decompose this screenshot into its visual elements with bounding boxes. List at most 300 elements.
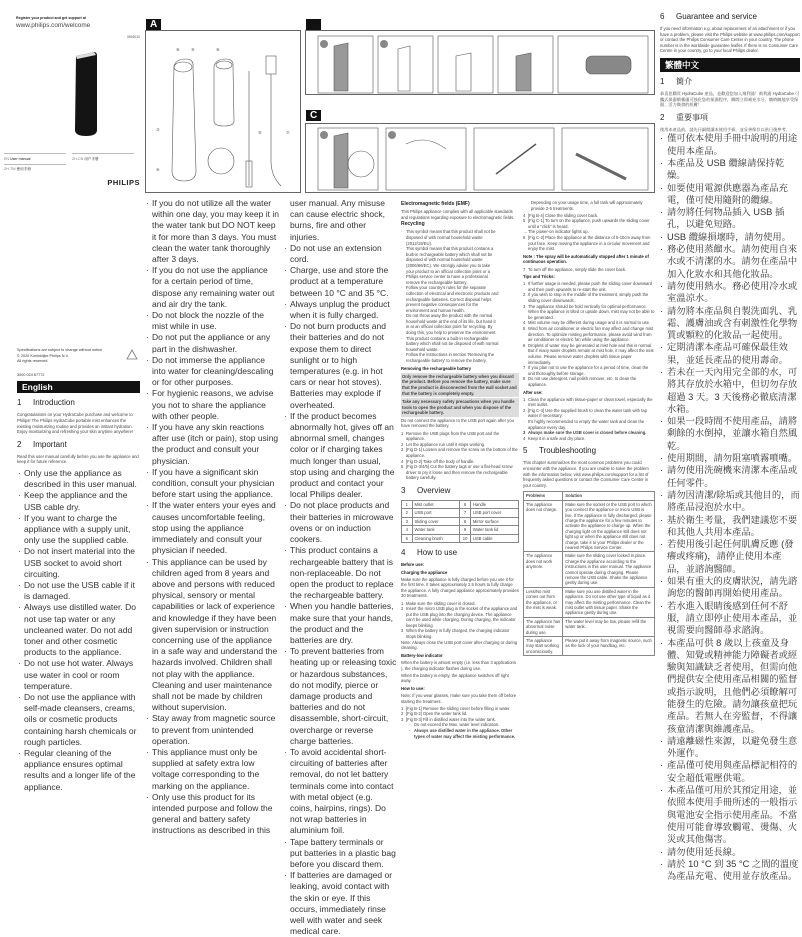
tips-list — [523, 281, 655, 387]
list-item — [660, 132, 800, 157]
philips-logo: PHILIPS — [107, 178, 140, 187]
section-number: 4 — [401, 547, 406, 557]
column-2 — [145, 198, 280, 837]
list-marker: 5 — [523, 218, 526, 224]
list-text: For hygienic reasons, we advise you not to share the appliance with other people. — [152, 388, 274, 421]
list-item — [17, 692, 140, 748]
list-text: Do not use hot water. Always use water in cool or room temperature. — [24, 658, 134, 691]
lang-code: ZH-CN — [72, 157, 84, 161]
list-item — [145, 500, 280, 556]
sub-item: · Do not exceed the Max. water level indication. — [409, 722, 500, 728]
list-text: 使用期間，請勿阻塞噴霧噴嘴。 — [667, 453, 798, 464]
list-text: Do not throw away the product with the normal household waste at the end of its life, but hand it in at an official collection point for recycling. By doing this, you help to preserve the environment. — [406, 313, 497, 336]
list-marker: 4 — [523, 435, 526, 441]
list-item — [660, 538, 800, 575]
list-marker: 6 — [523, 342, 526, 348]
battery-low-text: When the battery is empty, the appliance switches off right away. — [401, 672, 509, 684]
list-text: If you do not utilize all the water within one day, you may keep it in the water tank but DO NOT keep it for more than 3 days. You must clean the water tank thoroughly after 3 days. — [152, 198, 279, 265]
list-text: 定期清潔本產品可確保最佳效果，並延長產品的使用壽命。 — [667, 342, 788, 365]
recycling-title: Recycling — [401, 221, 425, 228]
list-text: 請勿使用洗碗機來清潔本產品或任何零件。 — [667, 465, 798, 488]
table-cell: 9 — [460, 526, 471, 534]
column-4 — [401, 200, 519, 739]
list-marker: 2 — [523, 407, 526, 413]
list-text: Do not burn products and their batteries and do not expose them to direct sunlight or to high temperatures (e.g. in hot cars or near hot stoves). Batteries may explode if overheated. — [290, 321, 386, 410]
section-heading — [17, 398, 140, 408]
list-item — [17, 468, 140, 490]
list-text: If you wish to stop in the middle of the treatment, simply push the sliding cover downwards. — [528, 292, 649, 303]
list-item — [145, 467, 280, 501]
important-text-zh: 使用本產品前，請先仔細閱讀本使用手冊，並妥善保存以供日後參考。 — [660, 126, 790, 132]
continued-text: user manual. Any misuse can cause electric shock, burns, fire and other injuries. — [290, 198, 385, 242]
specs-line: All rights reserved. — [17, 359, 49, 364]
removing-steps — [401, 431, 519, 481]
list-marker: 6 — [523, 235, 526, 241]
figure-c-label: C — [306, 110, 321, 121]
section-title: 重要事項 — [676, 112, 708, 122]
how-steps — [401, 706, 519, 723]
list-marker: 5 — [523, 325, 526, 331]
specs — [17, 348, 140, 378]
list-item — [523, 304, 655, 321]
list-text: [Fig B-2] Open the water tank lid. — [406, 711, 468, 717]
recycling-list — [401, 229, 519, 363]
section-number: 3 — [401, 485, 406, 495]
section-title: Overview — [417, 485, 451, 495]
intro-text-zh: 恭喜您購買 HydraCube 產品，並歡迎您加入飛利浦！飛利浦 HydraCube 可攜式保濕噴霧儀可強化您的保濕程序，瞬間立即補充水分。隨時隨地享受保濕、活力煥發的肌膚！ — [660, 90, 800, 108]
list-text: Clean the appliance with tissue-paper or clean towel, especially the mist outlet. — [528, 396, 653, 408]
charging-text: Make sure the appliance is fully charged before you use it for the first time. It takes approximately 2.5 hours to fully charge the appliance. A fully charged appliance approximately provides 30 treatments. — [401, 576, 519, 599]
list-text: Always make sure the USB cover is closed before cleaning. — [528, 430, 647, 436]
figure-c-illustration — [306, 124, 656, 194]
list-text: Do not use the USB cable if it is damaged. — [24, 579, 136, 602]
list-item — [283, 243, 397, 265]
svg-text:⑧: ⑧ — [176, 47, 180, 52]
list-item — [660, 243, 800, 280]
list-text: To avoid accidental short-circuiting of batteries after removal, do not let battery terminals come into contact with metal object (e.g. coins, hairpins, rings). Do not wrap batteries in aluminium foil. — [290, 746, 394, 836]
table-cell: Less/No mist comes out from the appliance, or the mist is weak. — [524, 587, 563, 617]
specs-line: Specifications are subject to change without notice — [17, 348, 103, 352]
svg-text:⑩: ⑩ — [258, 130, 262, 135]
list-marker: 3 — [401, 716, 404, 722]
list-text: 本產品僅可用於其預定用途，並依照本使用手冊所述的一般指示與電池安全指示使用產品。不當使用可能會導致觸電、燙傷、火災或其他傷害。 — [667, 785, 798, 845]
list-item — [660, 415, 800, 452]
svg-text:⑧: ⑧ — [216, 47, 220, 52]
list-item — [283, 646, 397, 747]
list-text: If you have a significant skin condition, consult your physician before start using the appliance. — [152, 466, 275, 500]
list-text: If the water enters your eyes and causes uncomfortable feeling, stop using the appliance immediately and consult your physician if needed. — [152, 500, 276, 556]
emf-text: This Philips appliance complies with all applicable standards and regulations regarding exposure to electromagnetic fields. — [401, 209, 515, 220]
section-number: 2 — [660, 112, 665, 122]
tank-note: Depending on your usage time, a full tank will approximately provide 2-5 treatments. — [531, 200, 643, 211]
list-text: This symbol means that this product shall not be disposed of with normal household waste (2012/19/EU). — [406, 229, 496, 246]
list-item — [401, 606, 519, 628]
table-cell: Mirror surface — [470, 517, 518, 525]
list-text: Always unplug the product when it is fully charged. — [290, 298, 390, 321]
list-text: Keep the appliance and the USB cable dry. — [24, 490, 128, 512]
list-item — [17, 513, 140, 547]
list-item — [401, 246, 499, 285]
table-cell: Make sure the socket or the USB port to which you connect the appliance or micro USB is live. If the appliance is fully discharged, please charge the appliance for a few minutes to activate the appliance to charge up. When the charging light on the appliance still does not light up or when the appliance still does not charge, take it to your Philips dealer or the nearest Philips Service Center. — [563, 500, 655, 552]
list-item — [145, 388, 280, 422]
table-cell: Make sure the sliding cover locked in place. Charge the appliance according to the instructions in this user manual. The appliance cannot operate during charging. Please remove the USB cable. Shake the appliance gently during use. — [563, 552, 655, 587]
list-item — [660, 784, 800, 845]
list-text: 僅可依本使用手冊中說明的用途使用本產品。 — [667, 133, 798, 156]
removing-title: Removing the rechargeable battery — [401, 365, 472, 371]
list-marker: 5 — [401, 464, 404, 470]
table-row — [524, 637, 655, 656]
table-row — [402, 526, 519, 534]
list-item — [523, 408, 655, 419]
section-number: 6 — [660, 12, 665, 21]
list-marker: 8 — [523, 376, 526, 382]
list-item — [283, 870, 397, 937]
table-cell: Cleaning brush — [412, 534, 460, 542]
lang-name: User manual — [10, 157, 31, 161]
svg-text:⑦: ⑦ — [286, 130, 290, 135]
list-marker: 1 — [401, 705, 404, 711]
list-text: If you plan not to use the appliance for a period of time, clean the unit thoroughly before storage. — [528, 365, 649, 376]
list-item — [401, 447, 519, 458]
important-bullets — [17, 468, 140, 793]
emf-title: Electromagnetic fields (EMF) — [401, 201, 470, 207]
list-text: Keep it in a safe and dry place. — [528, 435, 586, 441]
list-text: 請勿使用延長線。 — [667, 846, 742, 857]
troubleshooting-table — [523, 491, 655, 656]
list-text: 如果有重大的皮膚狀況，請先諮詢您的醫師再開始使用產品。 — [667, 576, 798, 599]
list-item — [660, 735, 800, 760]
sub-text: Do not exceed the Max. water level indication. — [414, 722, 500, 728]
list-marker: 2 — [401, 711, 404, 717]
list-marker: · — [401, 352, 403, 358]
tips-title: Tips and Tricks: — [523, 274, 555, 280]
list-item — [401, 628, 519, 639]
list-marker: 7 — [523, 365, 526, 371]
table-cell: Water tank — [412, 526, 460, 534]
list-item — [145, 557, 280, 714]
list-marker: · — [401, 313, 403, 319]
list-item — [145, 198, 280, 265]
list-item — [283, 321, 397, 411]
table-cell: 5 — [402, 534, 413, 542]
list-item — [660, 206, 800, 231]
figure-a-overview — [145, 30, 301, 193]
list-item — [401, 352, 499, 363]
section-title: Introduction — [33, 398, 75, 408]
table-row — [402, 509, 519, 517]
list-text: Remove the USB plugs from the USB port and the appliance. — [406, 430, 500, 442]
list-marker: · — [401, 285, 403, 291]
list-marker: 3 — [523, 430, 526, 436]
section-number: 1 — [17, 398, 22, 408]
list-item — [660, 575, 800, 600]
list-item — [17, 490, 140, 512]
list-marker: 2 — [401, 441, 404, 447]
list-marker: 1 — [523, 396, 526, 402]
table-cell: Mist outlet — [412, 500, 460, 508]
table-cell: 10 — [460, 534, 471, 542]
section-title: Important — [33, 439, 67, 449]
table-cell: The water level may be low, please refill the water tank. — [563, 617, 655, 636]
list-text: [Fig B-4] Close the sliding cover back. — [528, 212, 599, 218]
list-text: [Fig D-1] Loosen and remove the screw on the bottom of the appliance. — [406, 447, 518, 458]
model-number: MS6010 — [127, 35, 140, 39]
table-row — [524, 587, 655, 617]
list-marker: 4 — [401, 458, 404, 464]
list-item — [283, 837, 397, 871]
table-row — [524, 552, 655, 587]
table-cell: 2 — [402, 509, 413, 517]
list-text: [Fig C-3] Use the supplied brush to clean the water tank with tap water if necessary. — [528, 407, 647, 419]
list-text: 若未在一天內用完全部的水，可將其存放於水箱中，但切勿存放超過 3 天。3 天後務必徹底清潔水箱。 — [667, 366, 798, 414]
list-item — [145, 310, 280, 332]
section-title: 簡介 — [676, 76, 692, 86]
list-marker: 4 — [523, 320, 526, 326]
list-text: Do not use detergent, nail polish remover, etc. to clean the appliance. — [528, 376, 637, 387]
how-note: Note: If you wear glasses, make sure you take them off before starting the treatment. — [401, 692, 517, 704]
list-text: The power-on indicator lights up. — [528, 229, 589, 235]
list-text: 基於衛生考量，我們建議您不要和其他人共用本產品。 — [667, 514, 798, 537]
table-cell: Please put it away from magnetic source, such as the lock of your handbag, etc. — [563, 637, 655, 656]
list-item — [660, 600, 800, 637]
section-heading — [523, 446, 655, 456]
list-text: Follow the instructions in section 'Removing the rechargeable battery' to remove the battery. — [406, 352, 495, 364]
list-text: It's highly recommended to empty the water tank and clean the appliance every day. — [528, 418, 645, 430]
table-header: Solution — [563, 492, 655, 500]
list-item — [283, 299, 397, 321]
charging-note: Note: Always close the USB port cover after charging or during cleaning. — [401, 639, 518, 651]
list-item — [660, 341, 800, 366]
list-marker: 2 — [523, 292, 526, 298]
list-text: Droplets of water may be generated at mist hole and this is normal. But if many water droplets remain at mist hole, it may affect the mist volume. Please remove water droplets with tissue paper immediately. — [528, 342, 654, 365]
list-item — [660, 858, 800, 883]
list-item: 7 To turn off the appliance, simply slide the cover back. — [523, 266, 627, 272]
guarantee-text: If you need information e.g. about replacement of an attachment or if you have a problem, please visit the Philips website at www.philips.com/support or contact the Philips Consumer Care Center in your country. The phone number is in the worldwide guarantee leaflet. If there is no Consumer Care Centre in your country, go to your local Philips dealer. — [660, 26, 800, 54]
table-row — [402, 500, 519, 508]
list-text: If further usage is needed, please push the sliding cover downward and then push upwards to re-start the unit. — [528, 281, 653, 292]
list-item — [283, 601, 397, 646]
list-text: Wind from air conditioner or electric fan may affect and change mist direction. To optimize misting performance, please avoid wind from air conditioner or electric fan while using the appliance. — [528, 325, 654, 343]
after-use-title: After use: — [523, 389, 543, 395]
list-text: [Fig B-1] Remove the sliding cover before filling in water. — [406, 705, 511, 711]
list-text: 請於 10 °C 到 35 °C 之間的溫度為產品充電、使用並存放產品。 — [667, 858, 799, 882]
table-cell: The appliance has abnormal noise during use. — [524, 617, 563, 636]
figure-b — [305, 30, 655, 95]
list-text: Charge, use and store the product at a temperature between 10 °C and 35 °C. — [290, 265, 389, 298]
list-item — [401, 285, 499, 313]
figure-c — [305, 123, 655, 193]
list-item — [145, 792, 280, 837]
list-text: The appliance should be hold vertically for optimal performance. When the appliance is tilted or upside down, mist may not be able to be generated. — [528, 303, 655, 320]
list-text: 請勿將本產品與自製洗面乳、乳霜、護膚油或含有刺激性化學物質或顆粒的化妝品一起使用。 — [667, 305, 798, 341]
column-5 — [523, 200, 655, 656]
list-item — [145, 265, 280, 310]
list-text: Do not place products and their batteries in microwave ovens or on induction cookers. — [290, 500, 394, 545]
list-text: If the product becomes abnormally hot, gives off an abnormal smell, changes color or if charging takes much longer than usual, stop using and charging the product and contact your local Philips dealer. — [290, 410, 395, 500]
list-item — [660, 637, 800, 735]
list-item — [660, 305, 800, 342]
lang-code: ZH-TW — [4, 167, 16, 171]
list-item — [523, 218, 655, 229]
list-text: To prevent batteries from heating up or releasing toxic or hazardous substances, do not modify, pierce or damage products and batteries and do not disassemble, short-circuit, overcharge or reverse charge batteries. — [290, 646, 397, 746]
list-item — [17, 580, 140, 602]
list-marker: → — [523, 229, 528, 235]
sub-text: Always use distilled water in the appliance. Other types of water may affect the misting performance. — [414, 727, 516, 739]
list-item — [523, 365, 655, 376]
list-text: Let the appliance run until it stops working. — [406, 441, 486, 447]
list-text: Only use the appliance as described in this user manual. — [24, 467, 137, 490]
section-number: 1 — [660, 76, 665, 86]
section-heading — [660, 113, 800, 123]
trouble-text: This chapter summarizes the most common problems you could encounter with the appliance. If you are unable to solve the problem with the information below, visit www.philips.com/support for a list of frequently asked questions or contact the Consumer Care Center in your country. — [523, 460, 649, 488]
list-item — [401, 464, 519, 481]
table-cell: 7 — [460, 509, 471, 517]
table-cell: 6 — [460, 500, 471, 508]
cover — [4, 16, 140, 196]
list-item — [145, 713, 280, 747]
warning-box: Only remove the rechargeable battery when you discard the product. Before you remove the battery, make sure that the product is disconnected from the wall socket and that the battery is completely empty. — [401, 373, 519, 397]
list-item — [523, 343, 655, 365]
list-marker: 3 — [523, 303, 526, 309]
list-text: Mist volume may be different during usage and it is normal to use. — [528, 320, 651, 326]
list-item — [401, 313, 499, 335]
table-cell: 1 — [402, 500, 413, 508]
list-text: [Fig D-2] Take off the body of handle. — [406, 458, 475, 464]
list-item — [283, 545, 397, 601]
list-item — [660, 231, 800, 243]
important-bullets-zh — [660, 132, 800, 882]
important-text: Read this user manual carefully before you use the appliance and keep it for future reference. — [17, 453, 139, 465]
list-text: When you handle batteries, make sure that your hands, the product and the batteries are dry. — [290, 601, 394, 645]
list-item — [660, 182, 800, 207]
charging-steps — [401, 601, 519, 640]
section-heading — [401, 486, 519, 496]
list-text: Only use this product for its intended purpose and follow the general and battery safety instructions as described in this — [152, 791, 273, 836]
table-row — [524, 617, 655, 636]
figure-a-label: A — [146, 19, 161, 30]
section-title: Troubleshooting — [539, 446, 597, 456]
table-cell: 4 — [402, 526, 413, 534]
list-item — [660, 366, 800, 415]
doc-code: 3000 024 67772 — [17, 372, 45, 377]
section-heading — [401, 548, 519, 558]
list-text: If you do not use the appliance for a certain period of time, dispose any remaining water out and air dry the tank. — [152, 265, 275, 309]
list-item — [660, 157, 800, 182]
list-item — [145, 355, 280, 389]
warning-box: Take any necessary safety precautions when you handle tools to open the product and when you dispose of the rechargeable battery. — [401, 398, 519, 417]
list-text: 產品僅可使用與產品標記相符的安全超低電壓供電。 — [667, 760, 798, 783]
section-heading — [660, 77, 800, 87]
table-row — [524, 500, 655, 552]
list-text: Do not immerse the appliance into water for cleaning/descaling or for other purposes. — [152, 354, 274, 388]
language-header-zh-tw: 繁體中文 — [660, 58, 800, 72]
table-row — [402, 534, 519, 542]
language-header-english: English — [17, 381, 140, 393]
battery-low-text: When the battery is almost empty (i.e. less than 3 applications ), the charging indicator flashes during use. — [401, 659, 516, 671]
section-heading — [660, 12, 800, 22]
lang-name: 用户手册 — [84, 157, 99, 161]
overview-illustration — [146, 31, 302, 194]
list-text: 本產品及 USB 纜線請保持乾燥。 — [667, 157, 785, 181]
list-text: This appliance can be used by children aged from 8 years and above and persons with reduced physical, sensory or mental capabilities or lack of experience and knowledge if they have been given supervision or instruction concerning use of the appliance in a safe way and understand the hazards involved. Children shall not play with the appliance. Cleaning and user maintenance shall not be made by children without supervision. — [152, 556, 278, 713]
table-cell: Sliding cover — [412, 517, 460, 525]
list-item — [401, 431, 519, 442]
list-item — [145, 422, 280, 467]
section-title: Guarantee and service — [676, 12, 757, 21]
battery-safety-bullets — [283, 243, 397, 937]
list-marker: · — [401, 229, 403, 235]
list-text: This product contains a rechargeable battery that is non-replaceable. Do not open the product to replace the rechargeable battery. — [290, 545, 394, 601]
table-cell: Water tank lid — [470, 526, 518, 534]
table-cell: USB port — [412, 509, 460, 517]
list-marker: 3 — [401, 447, 404, 453]
list-marker: 3 — [401, 628, 404, 634]
list-text: 若水進入眼睛後感到任何不舒服，請立即停止使用本產品，並視需要向醫師尋求諮詢。 — [667, 600, 798, 636]
list-text: 請遠離磁性來源，以避免發生意外運作。 — [667, 735, 798, 759]
list-item — [523, 281, 655, 292]
list-item — [523, 436, 655, 442]
list-item — [17, 546, 140, 580]
list-text: [Fig B-3] Fill in distilled water into the water tank. — [406, 716, 496, 722]
intro-text: Congratulations on your HydraCube purchase and welcome to Philips! The Philips HydraCube portable mist enhances the existing moisturizing routine and provides an instant hydration. Enjoy moisturizing and refreshing your skin anytime anywhere! — [17, 412, 134, 435]
list-item — [523, 419, 655, 430]
list-text: When the battery is fully charged, the charging indicator stops blinking. — [406, 628, 510, 640]
list-marker: · — [401, 335, 403, 341]
charging-title: Charging the appliance — [401, 569, 448, 575]
table-cell: 8 — [460, 517, 471, 525]
list-item — [523, 292, 655, 303]
list-item — [660, 464, 800, 489]
list-item — [660, 514, 800, 539]
product-image — [66, 50, 106, 140]
list-text: [Fig D-3/4/5] Cut the battery tags or use a flat-head screw driver to pry it loose and then remove the rechargeable battery carefully. — [406, 464, 513, 481]
table-cell: Make sure you use distilled water in the appliance. Do not use other type of liquid as it may affect the misting performance. Clean the mist outlet with tissue paper. Shake the appliance gently during use. — [563, 587, 655, 617]
list-text: 若使用後引起任何肌膚反應 (發癢或疼痛)，請停止使用本產品，並諮詢醫師。 — [667, 539, 794, 574]
list-text: Do not put the appliance or any part in the dishwasher. — [152, 332, 271, 354]
list-text: If you want to charge the appliance with a supply unit, only use the supplied cable. — [24, 512, 131, 546]
list-item — [145, 332, 280, 354]
list-marker: 1 — [401, 600, 404, 606]
list-marker: 4 — [523, 212, 526, 218]
list-item — [660, 489, 800, 514]
use-steps — [523, 213, 655, 252]
list-text: Do not use an extension cord. — [290, 242, 382, 265]
list-item — [283, 265, 397, 299]
list-marker: · — [401, 246, 403, 252]
welcome-url[interactable]: www.philips.com/welcome — [16, 22, 91, 29]
list-marker: 1 — [401, 430, 404, 436]
list-text: Stay away from magnetic source to prevent from unintended operation. — [152, 713, 276, 746]
svg-text:⑨: ⑨ — [191, 47, 195, 52]
list-item — [660, 846, 800, 858]
table-cell: The appliance does not work anymore. — [524, 552, 563, 587]
list-text: Regular cleaning of the appliance ensures optimal results and a longer life of the appliance. — [24, 748, 136, 792]
how-title: How to use: — [401, 685, 425, 691]
svg-text:③: ③ — [156, 127, 160, 132]
list-item — [523, 235, 655, 252]
list-text: 請勿將任何物品插入 USB 插孔，以避免短路。 — [667, 207, 785, 230]
list-text: 請勿使用熱水。務必使用冷水或室溫涼水。 — [667, 280, 798, 304]
list-text: Always use distilled water. Do not use tap water or any uncleaned water. Do not add toner and other cosmetic products to the appliance. — [24, 602, 136, 658]
column-1 — [17, 348, 140, 793]
before-use-title: Before use: — [401, 561, 425, 567]
lang-name: 使用手冊 — [16, 167, 31, 171]
battery-low-title: Battery-low indicator — [401, 652, 443, 658]
lang-code: EN — [4, 157, 9, 161]
list-text: [Fig C-1] To turn on the appliance, push upwards the sliding cover until a "click" is heard. — [528, 218, 650, 229]
after-use-list — [523, 397, 655, 442]
list-text: Make sure the sliding cover is closed. — [406, 600, 476, 606]
